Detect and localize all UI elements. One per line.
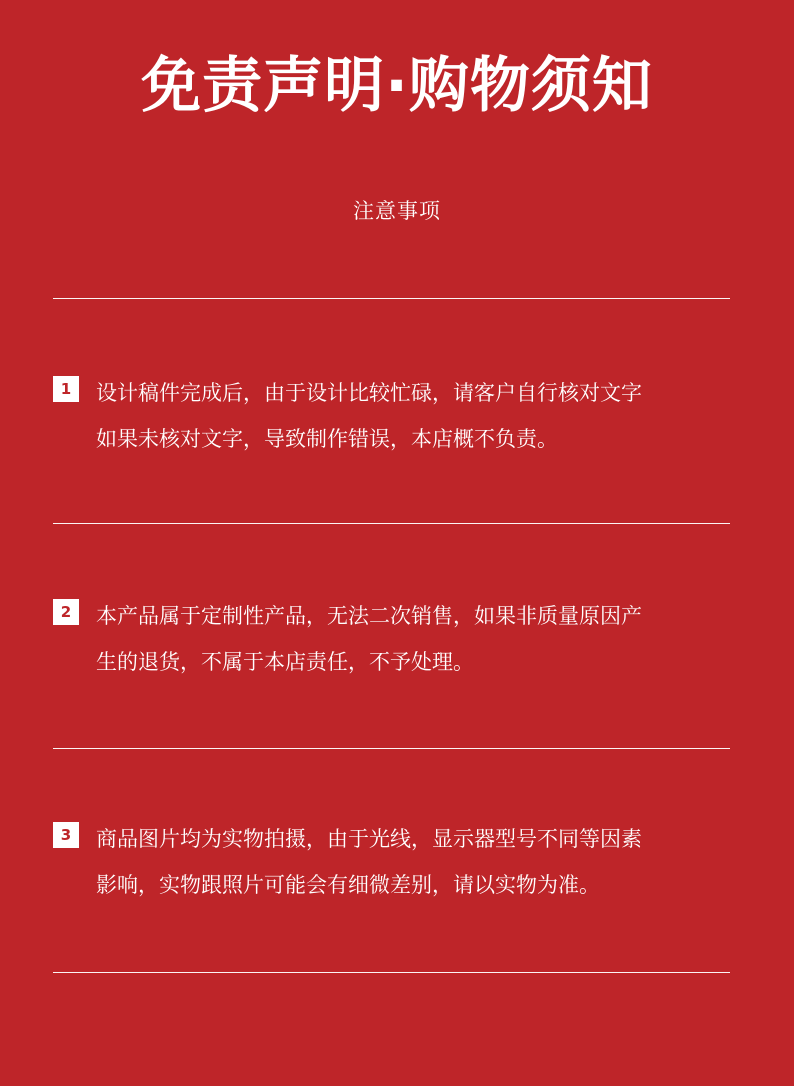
notice-text (96, 816, 746, 908)
notice-text (96, 370, 746, 462)
notice-number-badge: 3 (53, 822, 79, 848)
notice-line: 生的退货，不属于本店责任，不予处理。 (96, 650, 474, 674)
divider (53, 972, 730, 973)
notice-line: 本产品属于定制性产品，无法二次销售，如果非质量原因产 (96, 604, 642, 628)
notice-number-badge: 2 (53, 599, 79, 625)
notice-number-badge: 1 (53, 376, 79, 402)
divider (53, 748, 730, 749)
notice-line: 商品图片均为实物拍摄，由于光线，显示器型号不同等因素 (96, 827, 642, 851)
divider (53, 523, 730, 524)
notice-text (96, 593, 746, 685)
notice-line: 影响，实物跟照片可能会有细微差别，请以实物为准。 (96, 873, 600, 897)
section-subtitle: 注意事项 (353, 199, 441, 223)
page-title: 免责声明·购物须知 (141, 51, 653, 121)
divider (53, 298, 730, 299)
notice-line: 如果未核对文字，导致制作错误，本店概不负责。 (96, 427, 558, 451)
notice-line: 设计稿件完成后，由于设计比较忙碌，请客户自行核对文字 (96, 381, 642, 405)
